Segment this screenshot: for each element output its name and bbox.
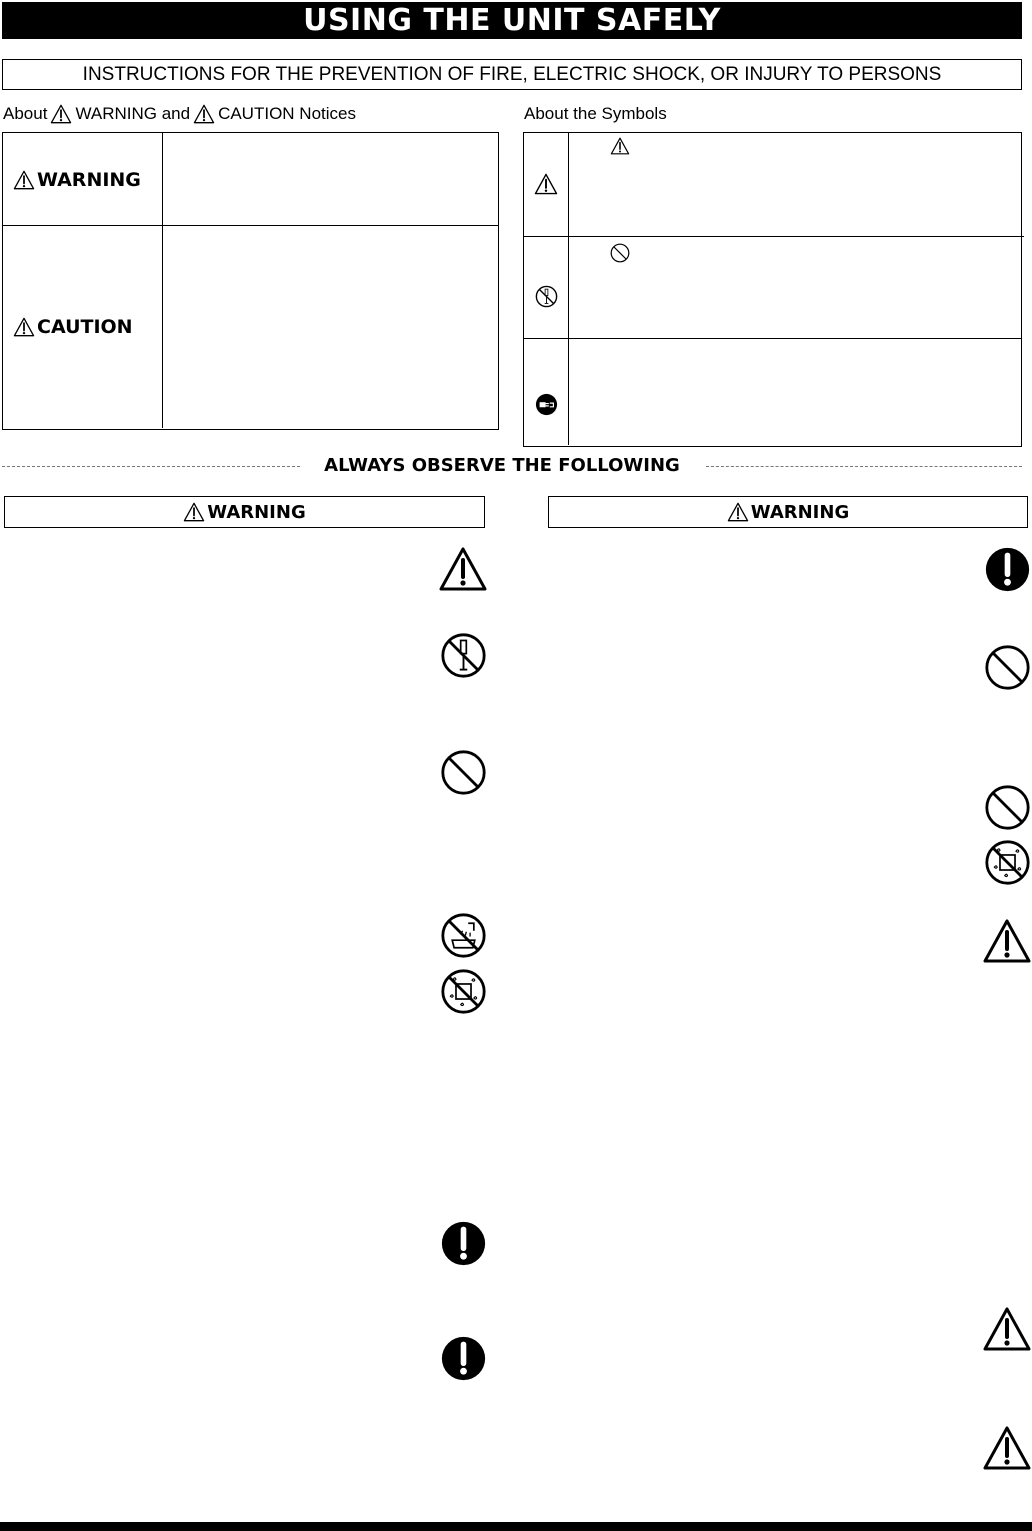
warning-notice-label (3, 169, 141, 191)
symbol-row-divider (524, 236, 1024, 237)
triangle-symbol-icon (610, 137, 630, 155)
unplug-icon (535, 393, 558, 416)
warning-notice-text: WARNING (37, 168, 141, 191)
mandatory-action-icon (440, 1220, 487, 1267)
symbol-row-divider (524, 338, 1021, 339)
caution-notice-text: CAUTION (37, 316, 133, 338)
caution-triangle-icon (438, 546, 488, 592)
notices-heading-caution: CAUTION Notices (218, 104, 356, 123)
no-bath-shower-icon (440, 912, 487, 959)
symbol-table (523, 132, 1022, 447)
no-water-icon (984, 839, 1031, 886)
caution-triangle-icon (982, 918, 1032, 964)
caution-notice-label (3, 316, 133, 338)
prohibited-icon (984, 784, 1031, 831)
warning-triangle-icon (727, 502, 749, 522)
notices-heading (3, 104, 356, 124)
symbols-heading (524, 104, 667, 124)
right-warning-header-text: WARNING (750, 501, 850, 523)
caution-triangle-icon (13, 317, 35, 337)
right-warning-header (548, 496, 1028, 528)
left-warning-header-text: WARNING (207, 501, 306, 523)
warning-triangle-icon (183, 502, 205, 522)
bottom-bar (0, 1522, 1032, 1531)
observe-heading: ALWAYS OBSERVE THE FOLLOWING (324, 455, 680, 476)
mandatory-action-icon (440, 1335, 487, 1382)
no-water-icon (440, 968, 487, 1015)
left-warning-header (4, 496, 485, 528)
page-subtitle: INSTRUCTIONS FOR THE PREVENTION OF FIRE, ELECTRIC SHOCK, OR INJURY TO PERSONS (2, 59, 1022, 90)
caution-triangle-icon (982, 1425, 1032, 1471)
no-disassembly-icon (440, 632, 487, 679)
observe-divider-right (706, 466, 1022, 467)
symbols-heading-text: About the Symbols (524, 104, 667, 123)
caution-notice-cell (3, 226, 163, 428)
warning-triangle-icon (50, 104, 72, 124)
mandatory-action-icon (984, 546, 1031, 593)
notices-heading-prefix: About (3, 104, 48, 123)
prohibited-icon (984, 644, 1031, 691)
caution-triangle-icon (982, 1306, 1032, 1352)
observe-divider-left (2, 466, 300, 467)
page-title: USING THE UNIT SAFELY (2, 2, 1022, 39)
caution-triangle-icon (534, 173, 558, 195)
prohibited-icon (440, 749, 487, 796)
warning-triangle-icon (13, 170, 35, 190)
caution-triangle-icon (193, 104, 215, 124)
notice-table (2, 132, 499, 430)
notices-heading-warning: WARNING and (75, 104, 191, 123)
no-disassembly-icon (535, 285, 558, 308)
warning-notice-cell (3, 133, 163, 226)
prohibited-symbol-icon (610, 243, 630, 263)
